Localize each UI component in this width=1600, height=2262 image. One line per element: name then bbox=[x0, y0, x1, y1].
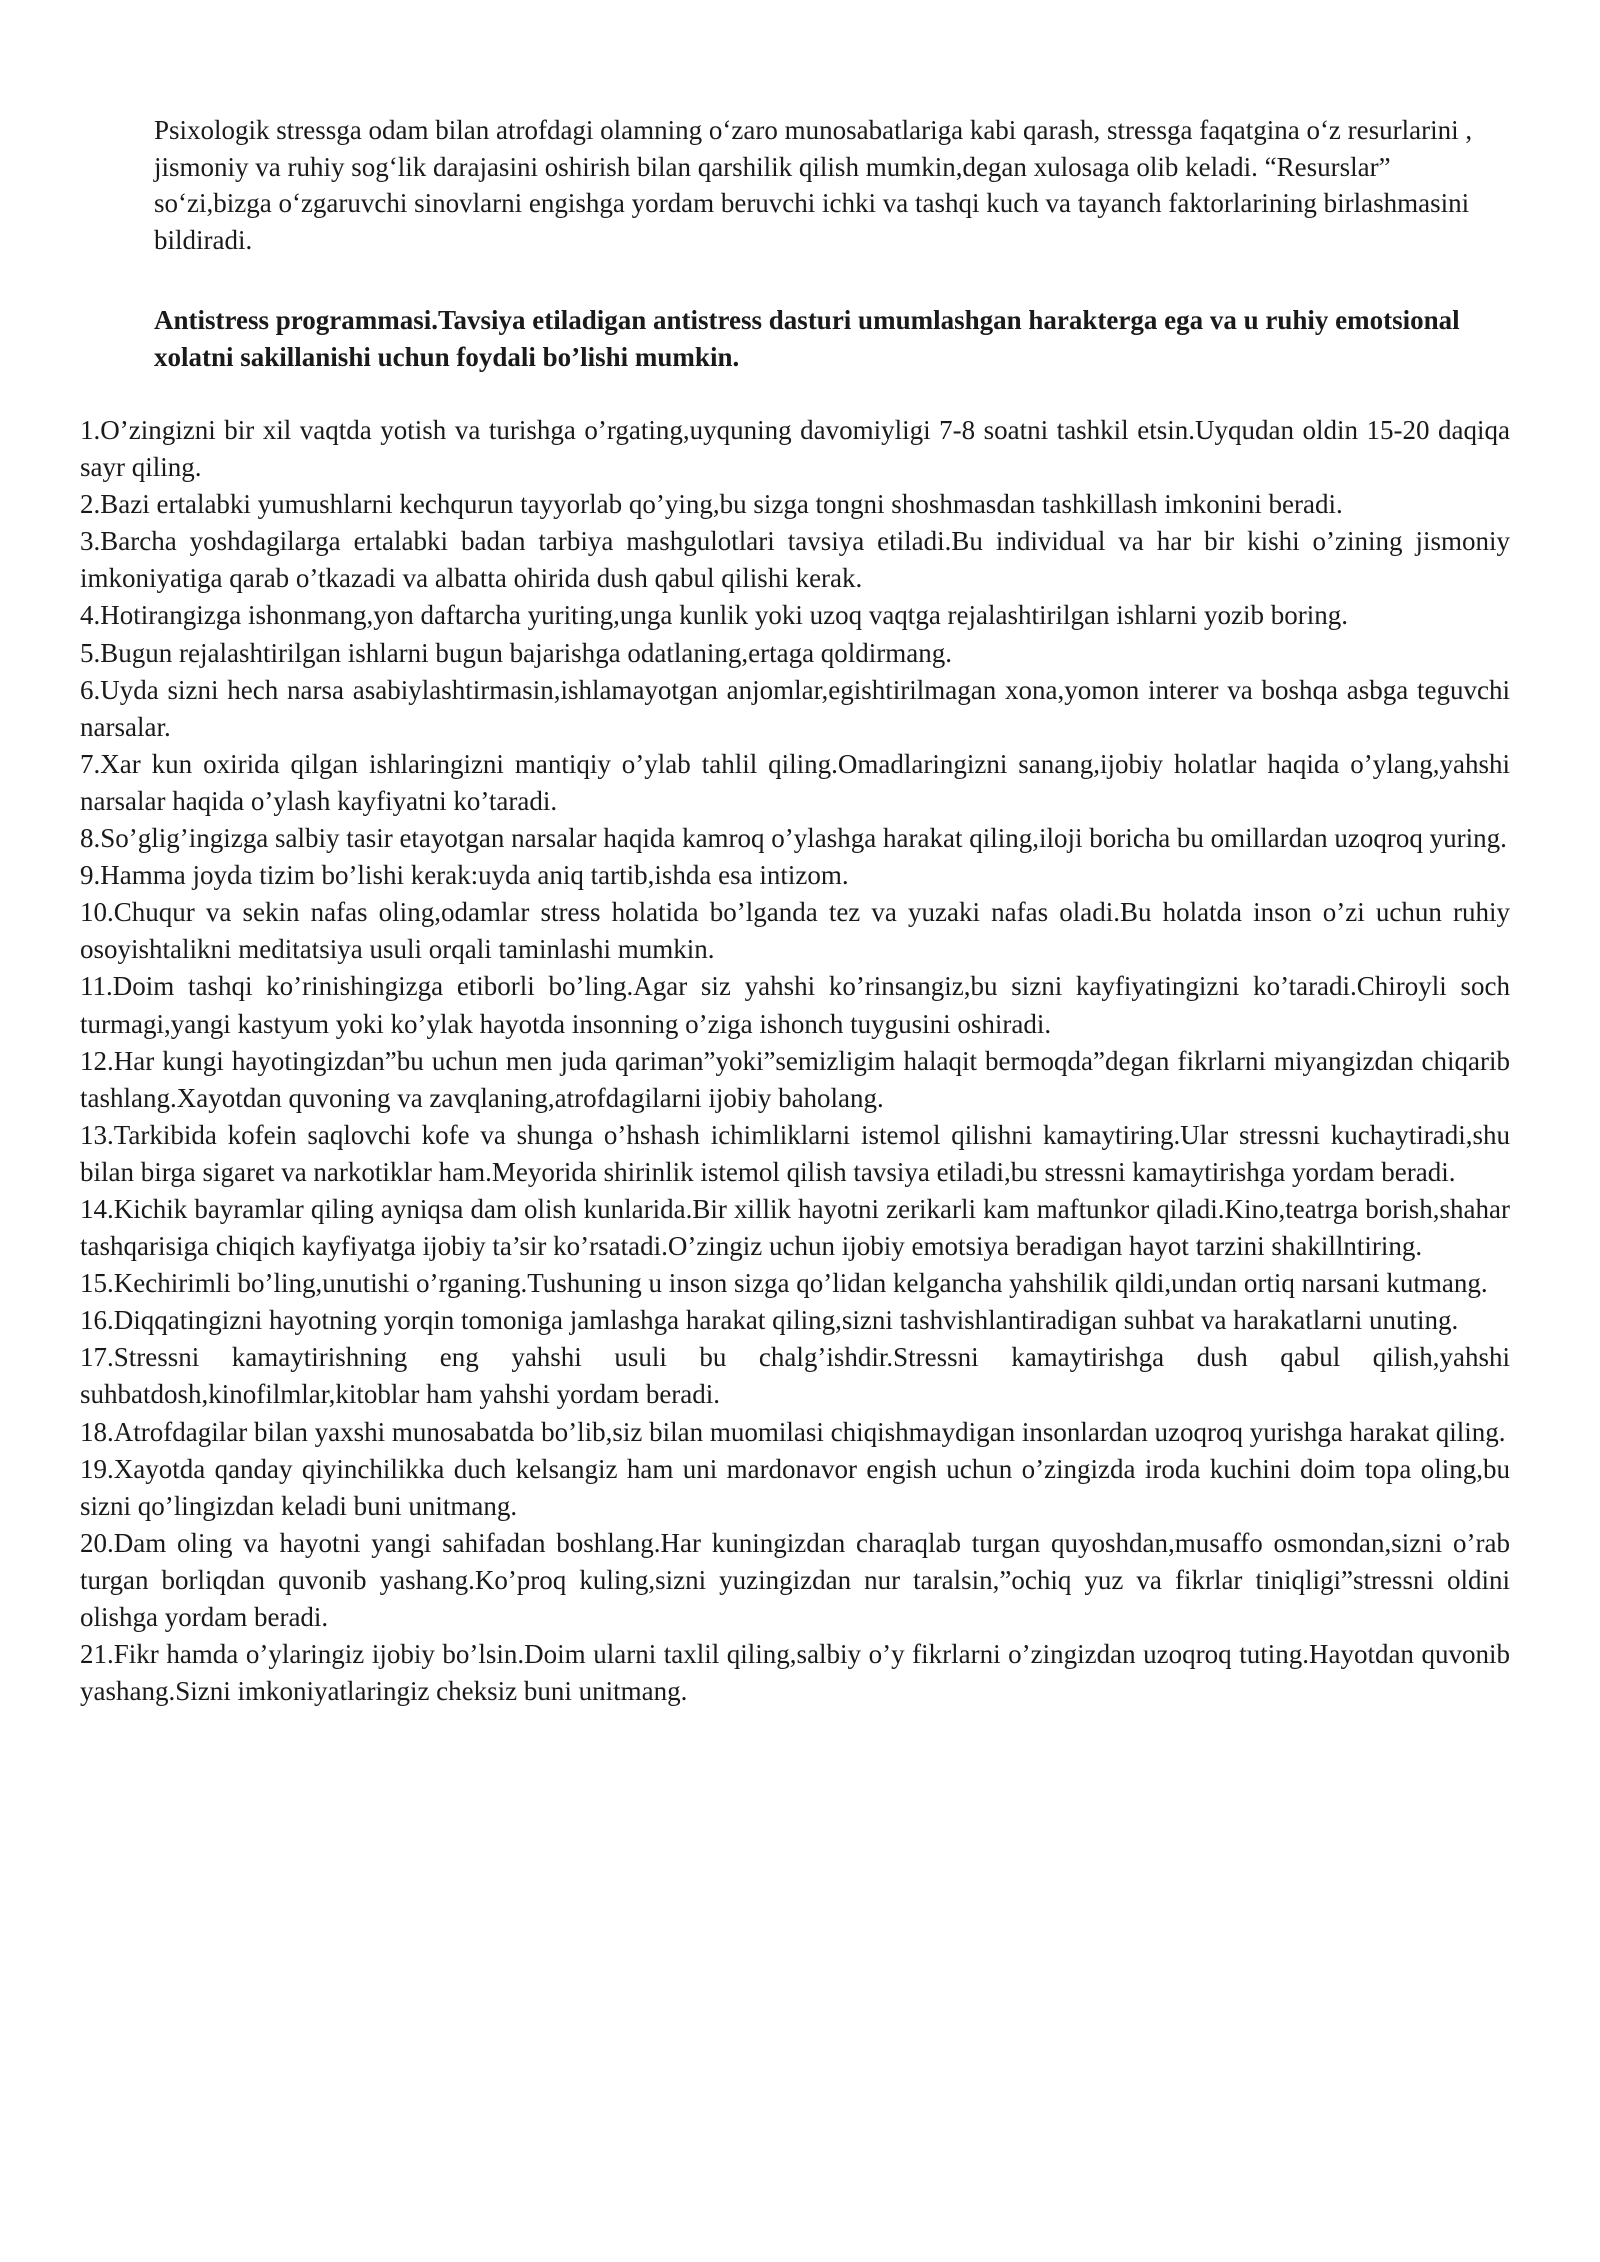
section-heading: Antistress programmasi.Tavsiya etiladigan antistress dasturi umumlashgan harakterga ega va u ruhiy emotsional xolatni sakillanishi uchun foydali bo’lishi mumkin. bbox=[154, 305, 1460, 372]
list-item: 2.Bazi ertalabki yumushlarni kechqurun tayyorlab qo’ying,bu sizga tongni shoshmasdan tashkillash imkonini beradi. bbox=[80, 489, 1343, 520]
list-item: 19.Xayotda qanday qiyinchilikka duch kelsangiz ham uni mardonavor engish uchun o’zingizda iroda kuchini doim topa oling,bu sizni qo’lingizdan keladi buni unitmang. bbox=[80, 1453, 1510, 1521]
recommendation-list bbox=[80, 412, 1510, 1710]
list-item: 14.Kichik bayramlar qiling ayniqsa dam olish kunlarida.Bir xillik hayotni zerikarli kam maftunkor qiladi.Kino,teatrga borish,shahar tashqarisiga chiqich kayfiyatga ijobiy ta’sir ko’rsatadi.O’zingiz uchun ijobiy emotsiya beradigan hayot tarzini shakillntiring. bbox=[80, 1193, 1510, 1262]
list-item: 9.Hamma joyda tizim bo’lishi kerak:uyda aniq tartib,ishda esa intizom. bbox=[80, 860, 849, 891]
intro-paragraph: Psixologik stressga odam bilan atrofdagi olamning o‘zaro munosabatlariga kabi qarash, stressga faqatgina o‘z resurlarini , jismoniy va ruhiy sog‘lik darajasini oshirish bilan qarshilik qilish mumkin,degan xulosaga olib keladi. “Resurslar” so‘zi,bizga o‘zgaruvchi sinovlarni engishga yordam beruvchi ichki va tashqi kuch va tayanch faktorlarining birlashmasini bildiradi. bbox=[154, 115, 1473, 255]
list-item: 7.Xar kun oxirida qilgan ishlaringizni mantiqiy o’ylab tahlil qiling.Omadlaringizni sanang,ijobiy holatlar haqida o’ylang,yahshi narsalar haqida o’ylash kayfiyatni ko’taradi. bbox=[80, 748, 1510, 816]
list-item: 13.Tarkibida kofein saqlovchi kofe va shunga o’hshash ichimliklarni istemol qilishni kamaytiring.Ular stressni kuchaytiradi,shu bilan birga sigaret va narkotiklar ham.Meyorida shirinlik istemol qilish tavsiya etiladi,bu stressni kamaytirishga yordam beradi. bbox=[80, 1119, 1510, 1187]
list-item: 15.Kechirimli bo’ling,unutishi o’rganing.Tushuning u inson sizga qo’lidan kelgancha yahshilik qildi,undan ortiq narsani kutmang. bbox=[80, 1268, 1488, 1299]
list-item: 10.Chuqur va sekin nafas oling,odamlar stress holatida bo’lganda tez va yuzaki nafas oladi.Bu holatda inson o’zi uchun ruhiy osoyishtalikni meditatsiya usuli orqali taminlashi mumkin. bbox=[80, 897, 1510, 965]
list-item: 4.Hotirangizga ishonmang,yon daftarcha yuriting,unga kunlik yoki uzoq vaqtga rejalashtirilgan ishlarni yozib boring. bbox=[80, 600, 1348, 631]
list-item: 3.Barcha yoshdagilarga ertalabki badan tarbiya mashgulotlari tavsiya etiladi.Bu individual va har bir kishi o’zining jismoniy imkoniyatiga qarab o’tkazadi va albatta ohirida dush qabul qilishi kerak. bbox=[80, 526, 1510, 594]
list-item: 8.So’glig’ingizga salbiy tasir etayotgan narsalar haqida kamroq o’ylashga harakat qiling,iloji boricha bu omillardan uzoqroq yuring. bbox=[80, 823, 1507, 854]
list-item: 11.Doim tashqi ko’rinishingizga etiborli bo’ling.Agar siz yahshi ko’rinsangiz,bu sizni kayfiyatingizni ko’taradi.Chiroyli soch turmagi,yangi kastyum yoki ko’ylak hayotda insonning o’ziga ishonch tuygusini oshiradi. bbox=[80, 971, 1510, 1039]
list-item: 5.Bugun rejalashtirilgan ishlarni bugun bajarishga odatlaning,ertaga qoldirmang. bbox=[80, 637, 953, 668]
list-item: 12.Har kungi hayotingizdan”bu uchun men juda qariman”yoki”semizligim halaqit bermoqda”degan fikrlarni miyangizdan chiqarib tashlang.Xayotdan quvoning va zavqlaning,atrofdagilarni ijobiy baholang. bbox=[80, 1045, 1510, 1113]
list-item: 1.O’zingizni bir xil vaqtda yotish va turishga o’rgating,uyquning davomiyligi 7-8 soatni tashkil etsin.Uyqudan oldin 15-20 daqiqa sayr qiling. bbox=[80, 415, 1510, 483]
list-item: 20.Dam oling va hayotni yangi sahifadan boshlang.Har kuningizdan charaqlab turgan quyoshdan,musaffo osmondan,sizni o’rab turgan borliqdan quvonib yashang.Ko’proq kuling,sizni yuzingizdan nur taralsin,”ochiq yuz va fikrlar tiniqligi”stressni oldini olishga yordam beradi. bbox=[80, 1527, 1510, 1632]
list-item: 21.Fikr hamda o’ylaringiz ijobiy bo’lsin.Doim ularni taxlil qiling,salbiy o’y fikrlarni o’zingizdan uzoqroq tuting.Hayotdan quvonib yashang.Sizni imkoniyatlaringiz cheksiz buni unitmang. bbox=[80, 1639, 1510, 1707]
list-item: 16.Diqqatingizni hayotning yorqin tomoniga jamlashga harakat qiling,sizni tashvishlantiradigan suhbat va harakatlarni unuting. bbox=[80, 1305, 1459, 1336]
list-item: 17.Stressni kamaytirishning eng yahshi usuli bu chalg’ishdir.Stressni kamaytirishga dush qabul qilish,yahshi suhbatdosh,kinofilmlar,kitoblar ham yahshi yordam beradi. bbox=[80, 1342, 1510, 1410]
list-item: 6.Uyda sizni hech narsa asabiylashtirmasin,ishlamayotgan anjomlar,egishtirilmagan xona,yomon interer va boshqa asbga teguvchi narsalar. bbox=[80, 674, 1510, 742]
list-item: 18.Atrofdagilar bilan yaxshi munosabatda bo’lib,siz bilan muomilasi chiqishmaydigan insonlardan uzoqroq yurishga harakat qiling. bbox=[80, 1416, 1506, 1447]
